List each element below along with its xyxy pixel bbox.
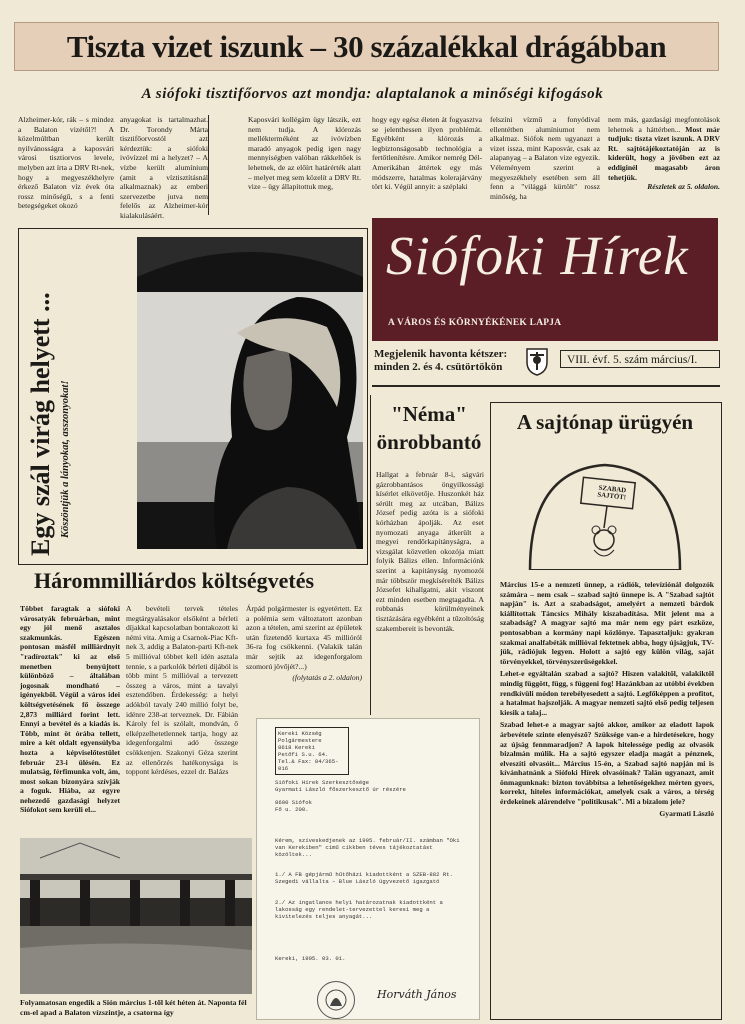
top-column-6 xyxy=(608,115,720,215)
silent-title-line-1: "Néma" xyxy=(391,402,467,426)
top-column-1: Alzheimer-kór, rák – s mindez a Balaton vizétől?! A közelmúltban került nyilvánosságra a kaposvári városi tisztiorvos levele, melyben azt írta a DRV Rt-nek, hogy a megyeszékhelyre érkező Balaton víz évek óta rossz minőségű, s a fenti betegségeket okozó xyxy=(18,115,114,211)
budget-column-3 xyxy=(246,604,362,714)
top-column-6-text: nem más, gazdasági megfontolások lehetnek a háttérben... xyxy=(608,115,720,134)
press-body-1: Március 15-e a nemzeti ünnep, a rádiók, televíziónál dolgozók számára – nem csak – szabad sajtó ünnepe is. A "Szabad sajtót napján" is. Azt a szabadságot, amelyért a nemzeti bárdok kiállítottak Táncsics Mihály kiszabadítása. Mit jelent ma a szabadság? A magyar sajtó ma már nem egy párt eszköze, pontosabban a kormány napi közlönye. Tapasztaljuk: gyakran szakmai analfabéták millióval fektetnek abba, hogy újságjuk, TV-jük, rádiójuk legyen. Holott a sajtó egy külön világ, saját törvényekkel, törvényszerűségekkel. xyxy=(500,580,714,666)
letter-place: 8600 Siófok xyxy=(275,799,312,806)
letter-item-2: 2./ Az ingatlanos helyi határozatnak kiadottként a lakosság egy rendelet-tervezettel keresi meg a kivitelezés teljes anyagát... xyxy=(275,899,443,920)
stamp-line: Kereki Község xyxy=(278,730,322,737)
town-crest-icon xyxy=(524,346,550,376)
top-column-4: hogy egy egész életen át fogyasztva se jelenthessen ilyen problémát. Egyébként a klórozás a legbiztonságosabb technológia a fertőtlenítésre. Amikor nemrég Dél-Amerikában áttértek egy más módszerre, hatalmas kolerajárvány tört ki. Végül annyit: a széplaki xyxy=(372,115,482,192)
column-divider xyxy=(370,395,371,715)
addressee-line: Siófoki Hírek Szerkesztősége xyxy=(275,779,369,786)
masthead-subtitle: A VÁROS ÉS KÖRNYÉKÉNEK LAPJA xyxy=(388,318,562,328)
issue-number: VIII. évf. 5. szám március/I. xyxy=(560,350,720,368)
column-divider xyxy=(208,115,209,215)
letter-street: Fő u. 200. xyxy=(275,806,309,813)
addressee-line: Gyarmati László főszerkesztő úr részére xyxy=(275,786,406,793)
budget-title: Hárommilliárdos költségvetés xyxy=(34,568,315,593)
budget-column-3-text: Árpád polgármester is egyetértett. Ez a polémia sem változtatott azonban azon a tételen, ami szerint az épületek után fizetendő kurtaxa 45 millióról 36-ra fog csökkenni. (Valakik talán már sejtik az idegenforgalom szomorú jövőjét?...) xyxy=(246,604,362,671)
headline: Tiszta vizet iszunk – 30 százalékkal drágábban xyxy=(66,29,667,64)
masthead-rule xyxy=(372,385,720,387)
letter-addressee xyxy=(275,779,406,813)
subheadline: A siófoki tisztifőorvos azt mondja: alaptalanok a minőségi kifogások xyxy=(141,86,604,102)
budget-continuation: (folytatás a 2. oldalon) xyxy=(292,673,362,683)
letter-facsimile xyxy=(256,718,480,1020)
sign-text: SZABAD SAJTÓT! xyxy=(596,484,627,502)
stamp-line: Tel.& Fax: 84/365-016 xyxy=(278,758,339,772)
official-seal xyxy=(317,981,355,1019)
free-press-illustration xyxy=(500,450,710,570)
top-column-2: anyagokat is tartalmazhat. Dr. Torondy Márta tisztifőorvostól azt kérdeztük: a siófoki ivóvízzel mi a helyzet? – A vízbe került alumínium (amit a víztisztításnál alkalmaznak) az emberi szervezetbe jutva nem felelős az Alzheimer-kór kialakulásáért. xyxy=(120,115,208,219)
top-column-6-ref: Részletek az 5. oldalon. xyxy=(647,182,720,192)
top-column-5: felszíni vízmű a fonyódival ellentétben alumíniumot nem alkalmaz. Siófok nem ugyanazt a vizet issza, mint Kaposvár, csak az alapanyag – a Balaton vize egyezik. Véleményem szerint a megyeszékhely esetében sem áll fenn a "világgá kürtölt" rossz minőség, ha xyxy=(490,115,600,201)
letter-body: Kérem, szíveskedjenek az 1995. február/II. számban "Oki van Kerekiben" című cikkben téves tájékoztatást közöltek... xyxy=(275,837,460,858)
masthead-frequency: Megjelenik havonta kétszer: minden 2. és 4. csütörtökön xyxy=(374,348,508,373)
silent-bomber-title xyxy=(374,400,484,456)
press-day-title: A sajtónap ürügyén xyxy=(516,410,694,434)
press-day-body xyxy=(500,580,714,1010)
letter-header-stamp xyxy=(275,727,349,775)
signature: Horváth János xyxy=(377,988,457,1001)
press-body-2: Lehet-e egyáltalán szabad a sajtó? Hiszen valakitől, valakiktől mindig függött, függ, s függeni fog! Hazánkban az utóbbi években rendkívüli módon terebélyesedett a sajtó. Legfőképpen a profitot, a hatalmat hajszolják. A magyar nemzeti sajtó első pedig teljesen kiesik a talaj... xyxy=(500,669,714,717)
silent-bomber-body: Hallgat a február 8-i, ságvári gázrobbantásos öngyilkossági kísérlet elkövetője. Huszonkét ház sérült meg az utcában, Bálizs József pedig azóta is a siófoki kórházban ápolják. Az eset nyomozati anyaga átkerült a megyei rendőrkapitányságra, a vizsgálat közvetlen okozója miatt folyik Bálizs ellen. Információnk szerint a kapitányság nyomozói már többször megkísérelték Bálizs Józsefet kihallgatni, akit viszont ezt minden esetben megtagadta. A robbanás körülményeinek tisztázására egyébként a tűzoltóság szakembereit is bevonták. xyxy=(376,470,484,633)
canal-photo xyxy=(20,838,252,994)
letter-item-1: 1./ A FB gépjármű hűtőházi kiadottként a SZEB-882 Rt. Szegedi vállalta – Blue László ügyvezető igazgató xyxy=(275,871,453,885)
press-body-3: Szabad lehet-e a magyar sajtó akkor, amikor az eladott lapok árbevétele szinte elenyésző? Szüksége van-e a hirdetésekre, hogy az újság fennmaradjon? A lapok hitelessége pedig az olvasók bizalmán múlik. Ha a sajtó egyszer eladja magát a pénznek, elveszíti olvasóit... Március 15-én, a Szabad sajtó napján mi is kívánhatnánk a Siófoki Hírek olvasóinak? Talán ugyanazt, amit önmagunknak: bizton továbbítsa a lehetőségekhez mérten gyors, korrekt, hiteles információkat, amelyek csak a város, a térség érdekeinek alárendelve "politikusak". Mi a bizalom jele? xyxy=(500,720,714,807)
press-author: Gyarmati László xyxy=(659,808,714,818)
budget-column-1: Többet faragtak a siófoki városatyák februárban, mint egy jól menő asztalos szakmunkás. Egészen pontosan másfél milliárdnyit "radíroztak" ki az első menetben benyújtott különböző – általában jogosnak mondható – igényekből. Végül a város idei költségvetésének fő összege 2,873 milliárd forint lett. Ennyi a bevétel és a kiadás is. Több, mint öt órába tellett, mire a két oldalt egyensúlyba hozta a képviselőtestület február 23-i ülésén. Ez mulatság, férfimunka volt, ám, most sokan bizonyára szívják a foguk. Hiába, az egyre nehezedő gazdasági helyzet Siófokot sem kerüli el... xyxy=(20,604,120,815)
silent-title-line-2: önrobbantó xyxy=(376,430,482,454)
headline-banner xyxy=(14,22,719,71)
masthead-title: Siófoki Hírek xyxy=(386,225,689,286)
top-column-3: Kaposvári kollégám ügy látszik, ezt nem tudja. A klórozás mellékterméként az ivóvízben maradó anyagok pedig igen nagy mennyiségben valóban rákkeltőek is lehetnek, de az előírt határérték alatt – melyet meg sem közelít a DRV Rt. vize – ügy állapítottuk meg, xyxy=(248,115,361,192)
stamp-line: 8618 Kereki xyxy=(278,744,315,751)
masthead xyxy=(372,218,718,341)
stamp-line: Polgármestere xyxy=(278,737,322,744)
portrait-photo xyxy=(137,237,363,549)
photo-caption: Folyamatosan engedik a Sión március 1-től két héten át. Naponta fél cm-el apad a Balaton vízszintje, a csatorna így xyxy=(20,998,247,1017)
stamp-line: Petőfi S.u. 64. xyxy=(278,751,329,758)
flower-feature-title: Egy szál virág helyett ... xyxy=(26,292,55,556)
budget-column-2: A bevételi tervek tételes megtárgyalásakor elsőként a bérleti díjakkal kapcsolatban bontakozott ki némi vita. Amig a Csarnok-Piac Kft-nek 3, addig a Balaton-parti Kft-nek 5 millióval többet kell idén asztala tennie, s a parkolók bérleti díjából is több mint 5 millióval a tervezett összeg a város, mint a tavalyi esztendőben. Érdekesség: a helyi adókból tavaly 240 millió folyt be, idénre 238-at terveznek. Dr. Fábián Károly fel is szólalt, mondván, ő elképzelhetetlennek tartja, hogy az idegenforgalmi adó összege csökkenjen. Szakonyi Géza szerint az ellenőrzés hatékonysága is toppont kérdéses, ezzel dr. Balázs xyxy=(126,604,238,777)
flower-feature-subtitle: Köszöntjük a lányokat, asszonyokat! xyxy=(60,380,71,538)
top-column-6-bold: Most már tudjuk: tiszta vizet iszunk. A DRV Rt. sajtótájékoztatóján az is kiderült, hogy a jövőben ezt az eddiginél magasabb áron tehetjük. xyxy=(608,124,720,182)
letter-date: Kereki, 1995. 03. 01. xyxy=(275,955,346,962)
